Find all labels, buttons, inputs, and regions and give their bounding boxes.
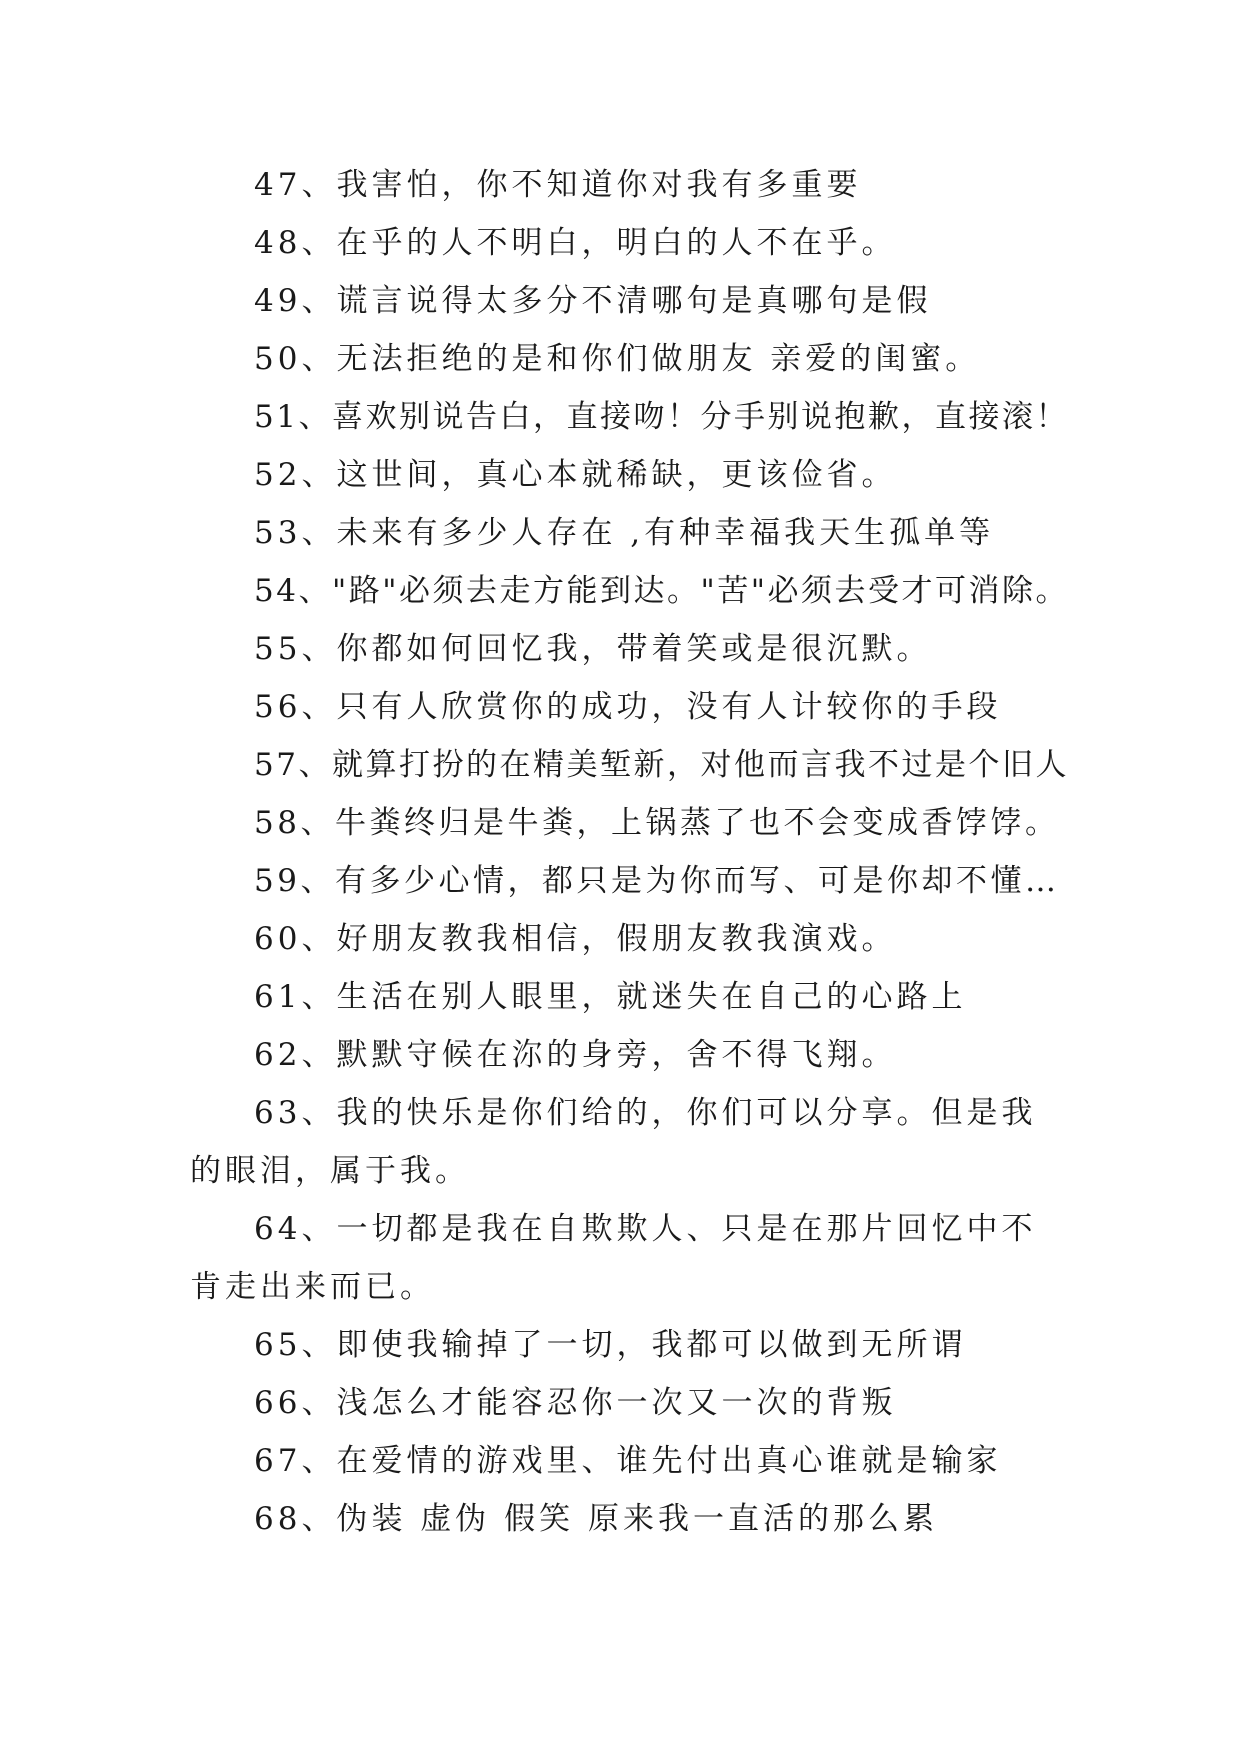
list-item: 59、有多少心情，都只是为你而写、可是你却不懂…: [254, 863, 1060, 899]
list-item: 61、生活在别人眼里，就迷失在自己的心路上: [254, 979, 967, 1015]
list-item: 56、只有人欣赏你的成功，没有人计较你的手段: [254, 689, 1002, 725]
list-item: 66、浅怎么才能容忍你一次又一次的背叛: [254, 1385, 897, 1421]
list-item: 47、我害怕，你不知道你对我有多重要: [254, 167, 862, 203]
list-item: 68、伪装 虚伪 假笑 原来我一直活的那么累: [254, 1501, 939, 1537]
list-item: 62、默默守候在沵的身旁，舍不得飞翔。: [254, 1037, 897, 1073]
list-item: 52、这世间，真心本就稀缺，更该俭省。: [254, 457, 897, 493]
list-item: 58、牛粪终归是牛粪，上锅蒸了也不会变成香饽饽。: [254, 805, 1060, 841]
list-item: 64、一切都是我在自欺欺人、只是在那片回忆中不肯走出来而已。: [190, 1211, 1037, 1305]
list-item: 51、喜欢别说告白，直接吻！分手别说抱歉，直接滚！: [254, 399, 1069, 435]
list-item: 48、在乎的人不明白，明白的人不在乎。: [254, 225, 897, 261]
list-item: 67、在爱情的游戏里、谁先付出真心谁就是输家: [254, 1443, 1002, 1479]
list-item: 53、未来有多少人存在 ,有种幸福我天生孤单等: [254, 515, 995, 551]
list-item: 50、无法拒绝的是和你们做朋友 亲爱的闺蜜。: [254, 341, 981, 377]
list-item: 65、即使我输掉了一切，我都可以做到无所谓: [254, 1327, 967, 1363]
list-item: 49、谎言说得太多分不清哪句是真哪句是假: [254, 283, 932, 319]
list-item: 57、就算打扮的在精美堑新，对他而言我不过是个旧人: [254, 747, 1069, 783]
list-item: 55、你都如何回忆我，带着笑或是很沉默。: [254, 631, 932, 667]
list-item: 54、"路"必须去走方能到达。"苦"必须去受才可消除。: [254, 573, 1069, 609]
list-item: 63、我的快乐是你们给的，你们可以分享。但是我的眼泪，属于我。: [190, 1095, 1037, 1189]
list-item: 60、好朋友教我相信，假朋友教我演戏。: [254, 921, 897, 957]
quote-list: [190, 156, 1070, 1548]
